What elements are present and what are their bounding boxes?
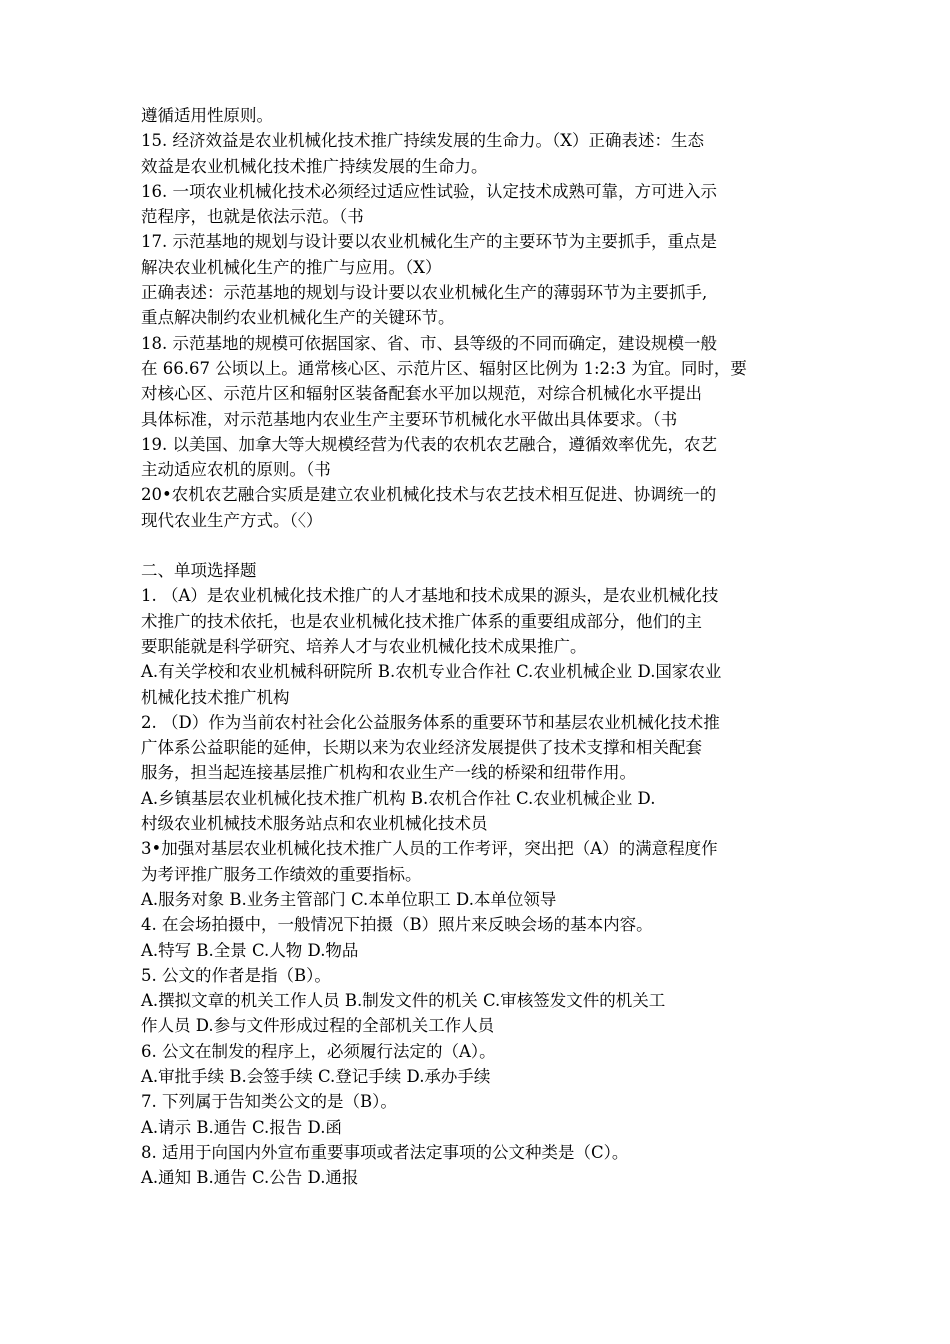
question-7: 7. 下列属于告知类公文的是（B）。: [141, 1092, 397, 1112]
document-body: [141, 103, 813, 1190]
text-line: 广体系公益职能的延伸，长期以来为农业经济发展提供了技术支撑和相关配套: [141, 738, 702, 758]
statement-19: 19. 以美国、加拿大等大规模经营为代表的农机农艺融合，遵循效率优先，农艺: [141, 434, 717, 454]
text-line: 机械化技术推广机构: [141, 687, 290, 707]
text-line: 为考评推广服务工作绩效的重要指标。: [141, 864, 422, 884]
text-line: 效益是农业机械化技术推广持续发展的生命力。: [141, 156, 488, 176]
question-options: A.通知 B.通告 C.公告 D.通报: [141, 1168, 359, 1188]
question-3: 3•加强对基层农业机械化技术推广人员的工作考评，突出把（A）的满意程度作: [141, 839, 718, 859]
question-options: A.撰拟文章的机关工作人员 B.制发文件的机关 C.审核签发文件的机关工: [141, 991, 666, 1011]
text-line: 对核心区、示范片区和辐射区装备配套水平加以规范，对综合机械化水平提出: [141, 384, 702, 404]
question-options: A.请示 B.通告 C.报告 D.函: [141, 1117, 342, 1137]
statement-18: 18. 示范基地的规模可依据国家、省、市、县等级的不同而确定，建设规模一般: [141, 333, 717, 353]
text-line: 遵循适用性原则。: [141, 106, 273, 125]
text-line: 具体标准，对示范基地内农业生产主要环节机械化水平做出具体要求。（书: [141, 409, 678, 429]
statement-20: 20•农机农艺融合实质是建立农业机械化技术与农艺技术相互促进、协调统一的: [141, 485, 717, 505]
question-options: A.特写 B.全景 C.人物 D.物品: [141, 940, 359, 960]
statement-17: 17. 示范基地的规划与设计要以农业机械化生产的主要环节为主要抓手，重点是: [141, 232, 717, 252]
text-line: 现代农业生产方式。（〈）: [141, 510, 323, 530]
text-line: 范程序，也就是依法示范。（书: [141, 207, 364, 227]
text-line: 要职能就是科学研究、培养人才与农业机械化技术成果推广。: [141, 636, 587, 656]
statement-16: 16. 一项农业机械化技术必须经过适应性试验，认定技术成熟可靠，方可进入示: [141, 181, 717, 201]
text-line: 服务，担当起连接基层推广机构和农业生产一线的桥梁和纽带作用。: [141, 763, 636, 783]
section-heading: 二、单项选择题: [141, 561, 257, 581]
text-line: 主动适应农机的原则。（书: [141, 460, 331, 480]
question-2: 2. （D）作为当前农村社会化公益服务体系的重要环节和基层农业机械化技术推: [141, 712, 720, 732]
text-line: 在 66.67 公顷以上。通常核心区、示范片区、辐射区比例为 1:2:3 为宜。同时，要: [141, 358, 747, 378]
question-options: A.乡镇基层农业机械化技术推广机构 B.农机合作社 C.农业机械企业 D.: [141, 788, 656, 808]
text-line: 术推广的技术依托，也是农业机械化技术推广体系的重要组成部分，他们的主: [141, 611, 702, 631]
statement-15: 15. 经济效益是农业机械化技术推广持续发展的生命力。（X）正确表述：生态: [141, 131, 704, 151]
text-line: 作人员 D.参与文件形成过程的全部机关工作人员: [141, 1016, 495, 1036]
question-options: A.服务对象 B.业务主管部门 C.本单位职工 D.本单位领导: [141, 889, 557, 909]
text-line: 重点解决制约农业机械化生产的关键环节。: [141, 308, 455, 328]
text-line: 解决农业机械化生产的推广与应用。（X）: [141, 257, 442, 277]
question-options: A.审批手续 B.会签手续 C.登记手续 D.承办手续: [141, 1066, 491, 1086]
question-8: 8. 适用于向国内外宣布重要事项或者法定事项的公文种类是（C）。: [141, 1142, 629, 1162]
question-options: A.有关学校和农业机械科研院所 B.农机专业合作社 C.农业机械企业 D.国家农业: [141, 662, 722, 682]
question-5: 5. 公文的作者是指（B）。: [141, 965, 331, 985]
text-line: 村级农业机械技术服务站点和农业机械化技术员: [141, 814, 488, 834]
text-line: 正确表述：示范基地的规划与设计要以农业机械化生产的薄弱环节为主要抓手,: [141, 283, 708, 303]
question-1: 1. （A）是农业机械化技术推广的人才基地和技术成果的源头，是农业机械化技: [141, 586, 719, 606]
question-4: 4. 在会场拍摄中，一般情况下拍摄（B）照片来反映会场的基本内容。: [141, 915, 653, 935]
blank-line: [141, 533, 813, 558]
question-6: 6. 公文在制发的程序上，必须履行法定的（A）。: [141, 1041, 496, 1061]
